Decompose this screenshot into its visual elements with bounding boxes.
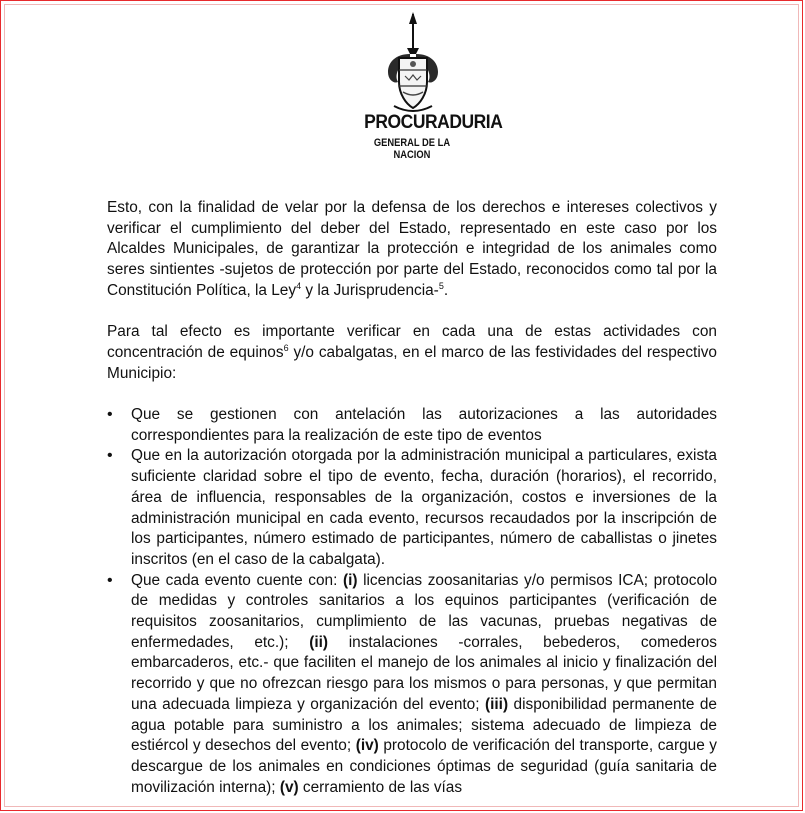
- document-body: [107, 198, 717, 798]
- footnote-ref-5[interactable]: 5: [438, 280, 444, 291]
- paragraph-1-text-b: y la Jurisprudencia-: [301, 281, 439, 299]
- logo-wordmark: PROCURADURIA: [364, 112, 503, 133]
- procuraduria-emblem-logo: [358, 12, 503, 157]
- list-item: [107, 571, 717, 799]
- paragraph-1-text-c: .: [443, 281, 449, 299]
- footnote-ref-6[interactable]: 6: [283, 342, 289, 353]
- footnote-ref-4[interactable]: 4: [296, 280, 302, 291]
- item-marker-iii: (iii): [484, 695, 509, 713]
- list-item-text: disponibilidad permanente de agua potable para suministro a los animales; sistema adecuado de limpieza de estiércol y desechos del evento;: [131, 695, 717, 755]
- item-marker-iv: (iv): [355, 737, 379, 755]
- item-marker-v: (v): [279, 778, 299, 796]
- list-item-text: Que cada evento cuente con:: [131, 571, 343, 589]
- list-item: [107, 446, 717, 570]
- list-item: [107, 405, 717, 446]
- paragraph-2: [107, 322, 717, 384]
- list-item-text: instalaciones -corrales, bebederos, comederos embarcaderos, etc.- que faciliten el manejo de los animales al inicio y finalización del recorrido y que no ofrezcan riesgo para los mismos o para personas, y que permitan una adecuada limpieza y organización del evento;: [131, 633, 717, 713]
- paragraph-2-text-b: y/o cabalgatas, en el marco de las festividades del respectivo Municipio:: [107, 343, 717, 382]
- paragraph-1-text-a: Esto, con la finalidad de velar por la defensa de los derechos e intereses colectivos y verificar el cumplimiento del deber del Estado, representado en este caso por los Alcaldes Municipales, de garantizar la protección e integridad de los animales como seres sintientes -sujetos de protección por parte del Estado, reconocidos como tal por la Constitución Política, la Ley: [107, 199, 717, 299]
- list-item-text: licencias zoosanitarias y/o permisos ICA; protocolo de medidas y controles sanitarios a los equinos participantes (verificación de requisitos zoosanitarios, cumplimiento de las vacunas, pruebas negativas de enfermedades, etc.);: [131, 571, 717, 651]
- logo-subtitle: GENERAL DE LA NACION: [373, 137, 451, 161]
- paragraph-1: [107, 198, 717, 302]
- list-item-text: Que en la autorización otorgada por la administración municipal a particulares, exista suficiente claridad sobre el tipo de evento, fecha, duración (horarios), el recorrido, área de influencia, responsables de la organización, costos e inversiones de la administración municipal en cada evento, recursos recaudados por la inscripción de los participantes, número estimado de participantes, número de caballistas o jinetes inscritos (en el caso de la cabalgata).: [131, 447, 717, 568]
- list-item-text: protocolo de verificación del transporte, cargue y descargue de los animales en condiciones óptimas de seguridad (guía sanitaria de movilización interna);: [131, 737, 718, 796]
- list-item-text: Que se gestionen con antelación las autorizaciones a las autoridades correspondientes para la realización de este tipo de eventos: [131, 406, 717, 444]
- item-marker-i: (i): [342, 571, 358, 589]
- bullet-list: [107, 405, 717, 798]
- paragraph-2-text-a: Para tal efecto es importante verificar en cada una de estas actividades con concentración de equinos: [107, 323, 717, 361]
- list-item-text: cerramiento de las vías: [298, 778, 463, 796]
- item-marker-ii: (ii): [309, 633, 329, 651]
